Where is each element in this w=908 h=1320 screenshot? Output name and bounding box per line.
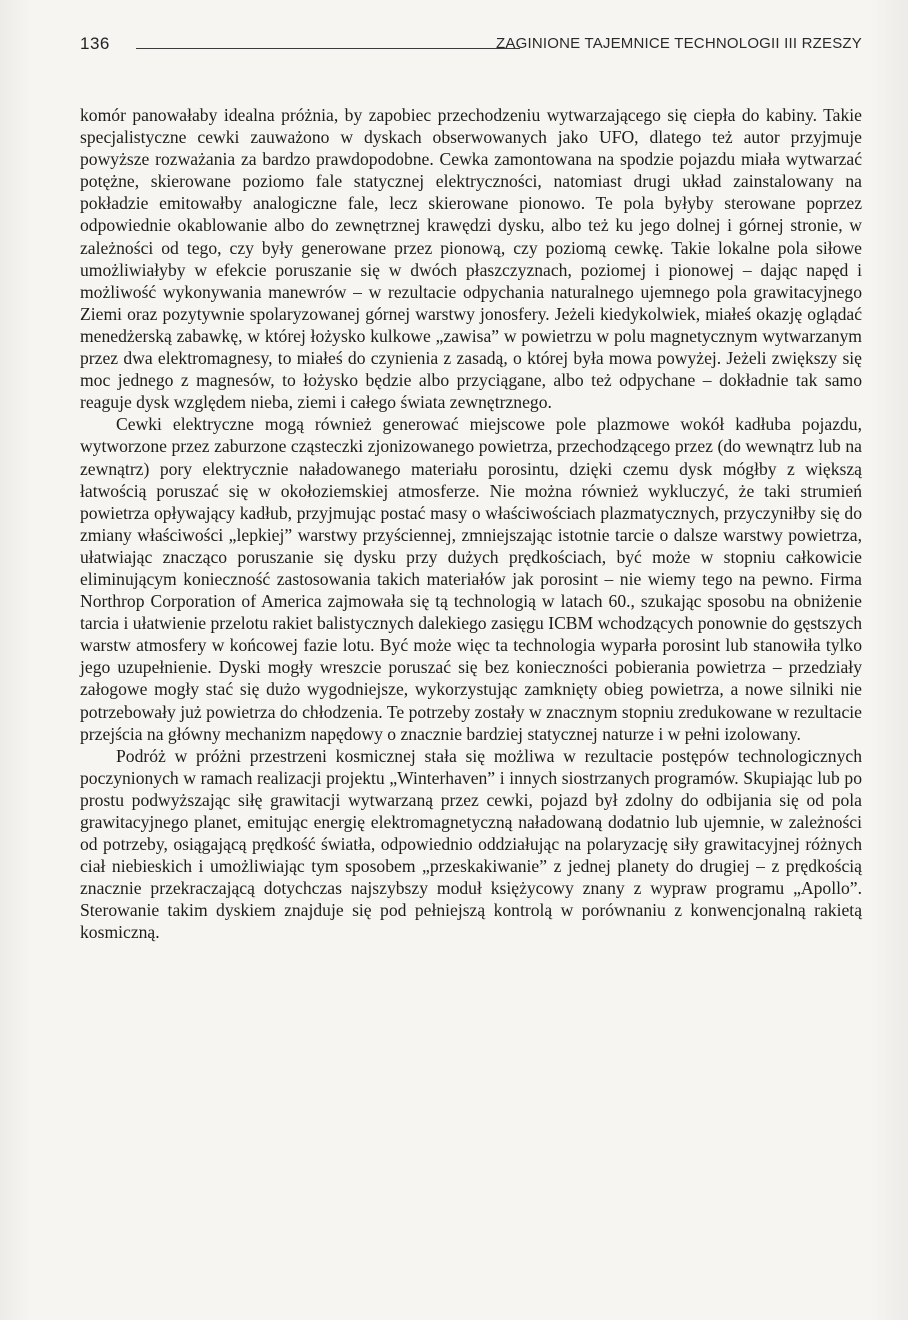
paragraph-1: komór panowałaby idealna próżnia, by zapobiec przechodzeniu wytwarzającego się ciepła do kabiny. Takie specjalistyczne cewki zauważono w dyskach obserwowanych jako UFO, dlatego też autor przyjmuje powyższe rozważania za bardzo prawdopodobne. Cewka zamontowana na spodzie pojazdu miała wytwarzać potężne, skierowane poziomo fale statycznej elektryczności, natomiast drugi układ zainstalowany na pokładzie emitowałby analogiczne fale, lecz skierowane pionowo. Te pola byłyby sterowane poprzez odpowiednie okablowanie albo do zewnętrznej krawędzi dysku, albo też ku jego dolnej i górnej stronie, w zależności od tego, czy były generowane przez pionową, czy poziomą cewkę. Takie lokalne pola siłowe umożliwiałyby w efekcie poruszanie się w dwóch płaszczyznach, poziomej i pionowej – dając napęd i możliwość wykonywania manewrów – w rezultacie odpychania naturalnego ujemnego pola grawitacyjnego Ziemi oraz pozytywnie spolaryzowanej górnej warstwy jonosfery. Jeżeli kiedykolwiek, miałeś okazję oglądać menedżerską zabawkę, w której łożysko kulkowe „zawisa” w powietrzu w polu magnetycznym wytwarzanym przez dwa elektromagnesy, to miałeś do czynienia z zasadą, o której była mowa powyżej. Jeżeli zwiększy się moc jednego z magnesów, to łożysko będzie albo przyciągane, albo też odpychane – dokładnie tak samo reaguje dysk względem nieba, ziemi i całego świata zewnętrznego. (80, 105, 862, 413)
header-rule (136, 48, 520, 49)
page-number: 136 (80, 34, 110, 53)
paragraph-3: Podróż w próżni przestrzeni kosmicznej stała się możliwa w rezultacie postępów technologicznych poczynionych w ramach realizacji projektu „Winterhaven” i innych siostrzanych programów. Skupiając lub po prostu podwyższając siłę grawitacji wytwarzaną przez cewki, pojazd był zdolny do odbijania się od pola grawitacyjnego planet, emitując energię elektromagnetyczną naładowaną dodatnio lub ujemnie, w zależności od potrzeby, osiągającą prędkość światła, odpowiednio oddziałując na polaryzację siły grawitacyjnej różnych ciał niebieskich i umożliwiając tym sposobem „przeskakiwanie” z jednej planety do drugiej – z prędkością znacznie przekraczającą dotychczas najszybszy moduł księżycowy znany z wypraw programu „Apollo”. Sterowanie takim dyskiem znajduje się pod pełniejszą kontrolą w porównaniu z konwencjonalną rakietą kosmiczną. (80, 745, 862, 943)
body-text (80, 104, 862, 944)
paragraph-2: Cewki elektryczne mogą również generować miejscowe pole plazmowe wokół kadłuba pojazdu, wytworzone przez zaburzone cząsteczki zjonizowanego powietrza, przechodzącego przez (do wewnątrz lub na zewnątrz) pory elektrycznie naładowanego materiału porosintu, dzięki czemu dysk mógłby z większą łatwością poruszać się w okołoziemskiej atmosferze. Nie można również wykluczyć, że taki strumień powietrza opływający kadłub, przyjmując postać masy o właściwościach plazmatycznych, przyczyniłby się do zmiany właściwości „lepkiej” warstwy przyściennej, zmniejszając istotnie tarcie o dalsze warstwy powietrza, ułatwiając znacząco poruszanie się dysku przy dużych prędkościach, być może w stopniu całkowicie eliminującym konieczność zastosowania takich materiałów jak porosint – nie wiemy tego na pewno. Firma Northrop Corporation of America zajmowała się tą technologią w latach 60., szukając sposobu na obniżenie tarcia i ułatwienie przelotu rakiet balistycznych dalekiego zasięgu ICBM wchodzących ponownie do gęstszych warstw atmosfery w końcowej fazie lotu. Być może więc ta technologia wyparła porosint lub stanowiła tylko jego uzupełnienie. Dyski mogły wreszcie poruszać się bez konieczności pobierania powietrza – przedziały załogowe mogły stać się dużo wygodniejsze, wykorzystując zamknięty obieg powietrza, a nowe silniki nie potrzebowały już powietrza do chłodzenia. Te potrzeby zostały w znacznym stopniu zredukowane w rezultacie przejścia na główny mechanizm napędowy o znacznie bardziej statycznej naturze i w pełni izolowany. (80, 414, 862, 744)
running-header (80, 34, 862, 58)
running-title: ZAGINIONE TAJEMNICE TECHNOLOGII III RZESZY (496, 35, 862, 52)
